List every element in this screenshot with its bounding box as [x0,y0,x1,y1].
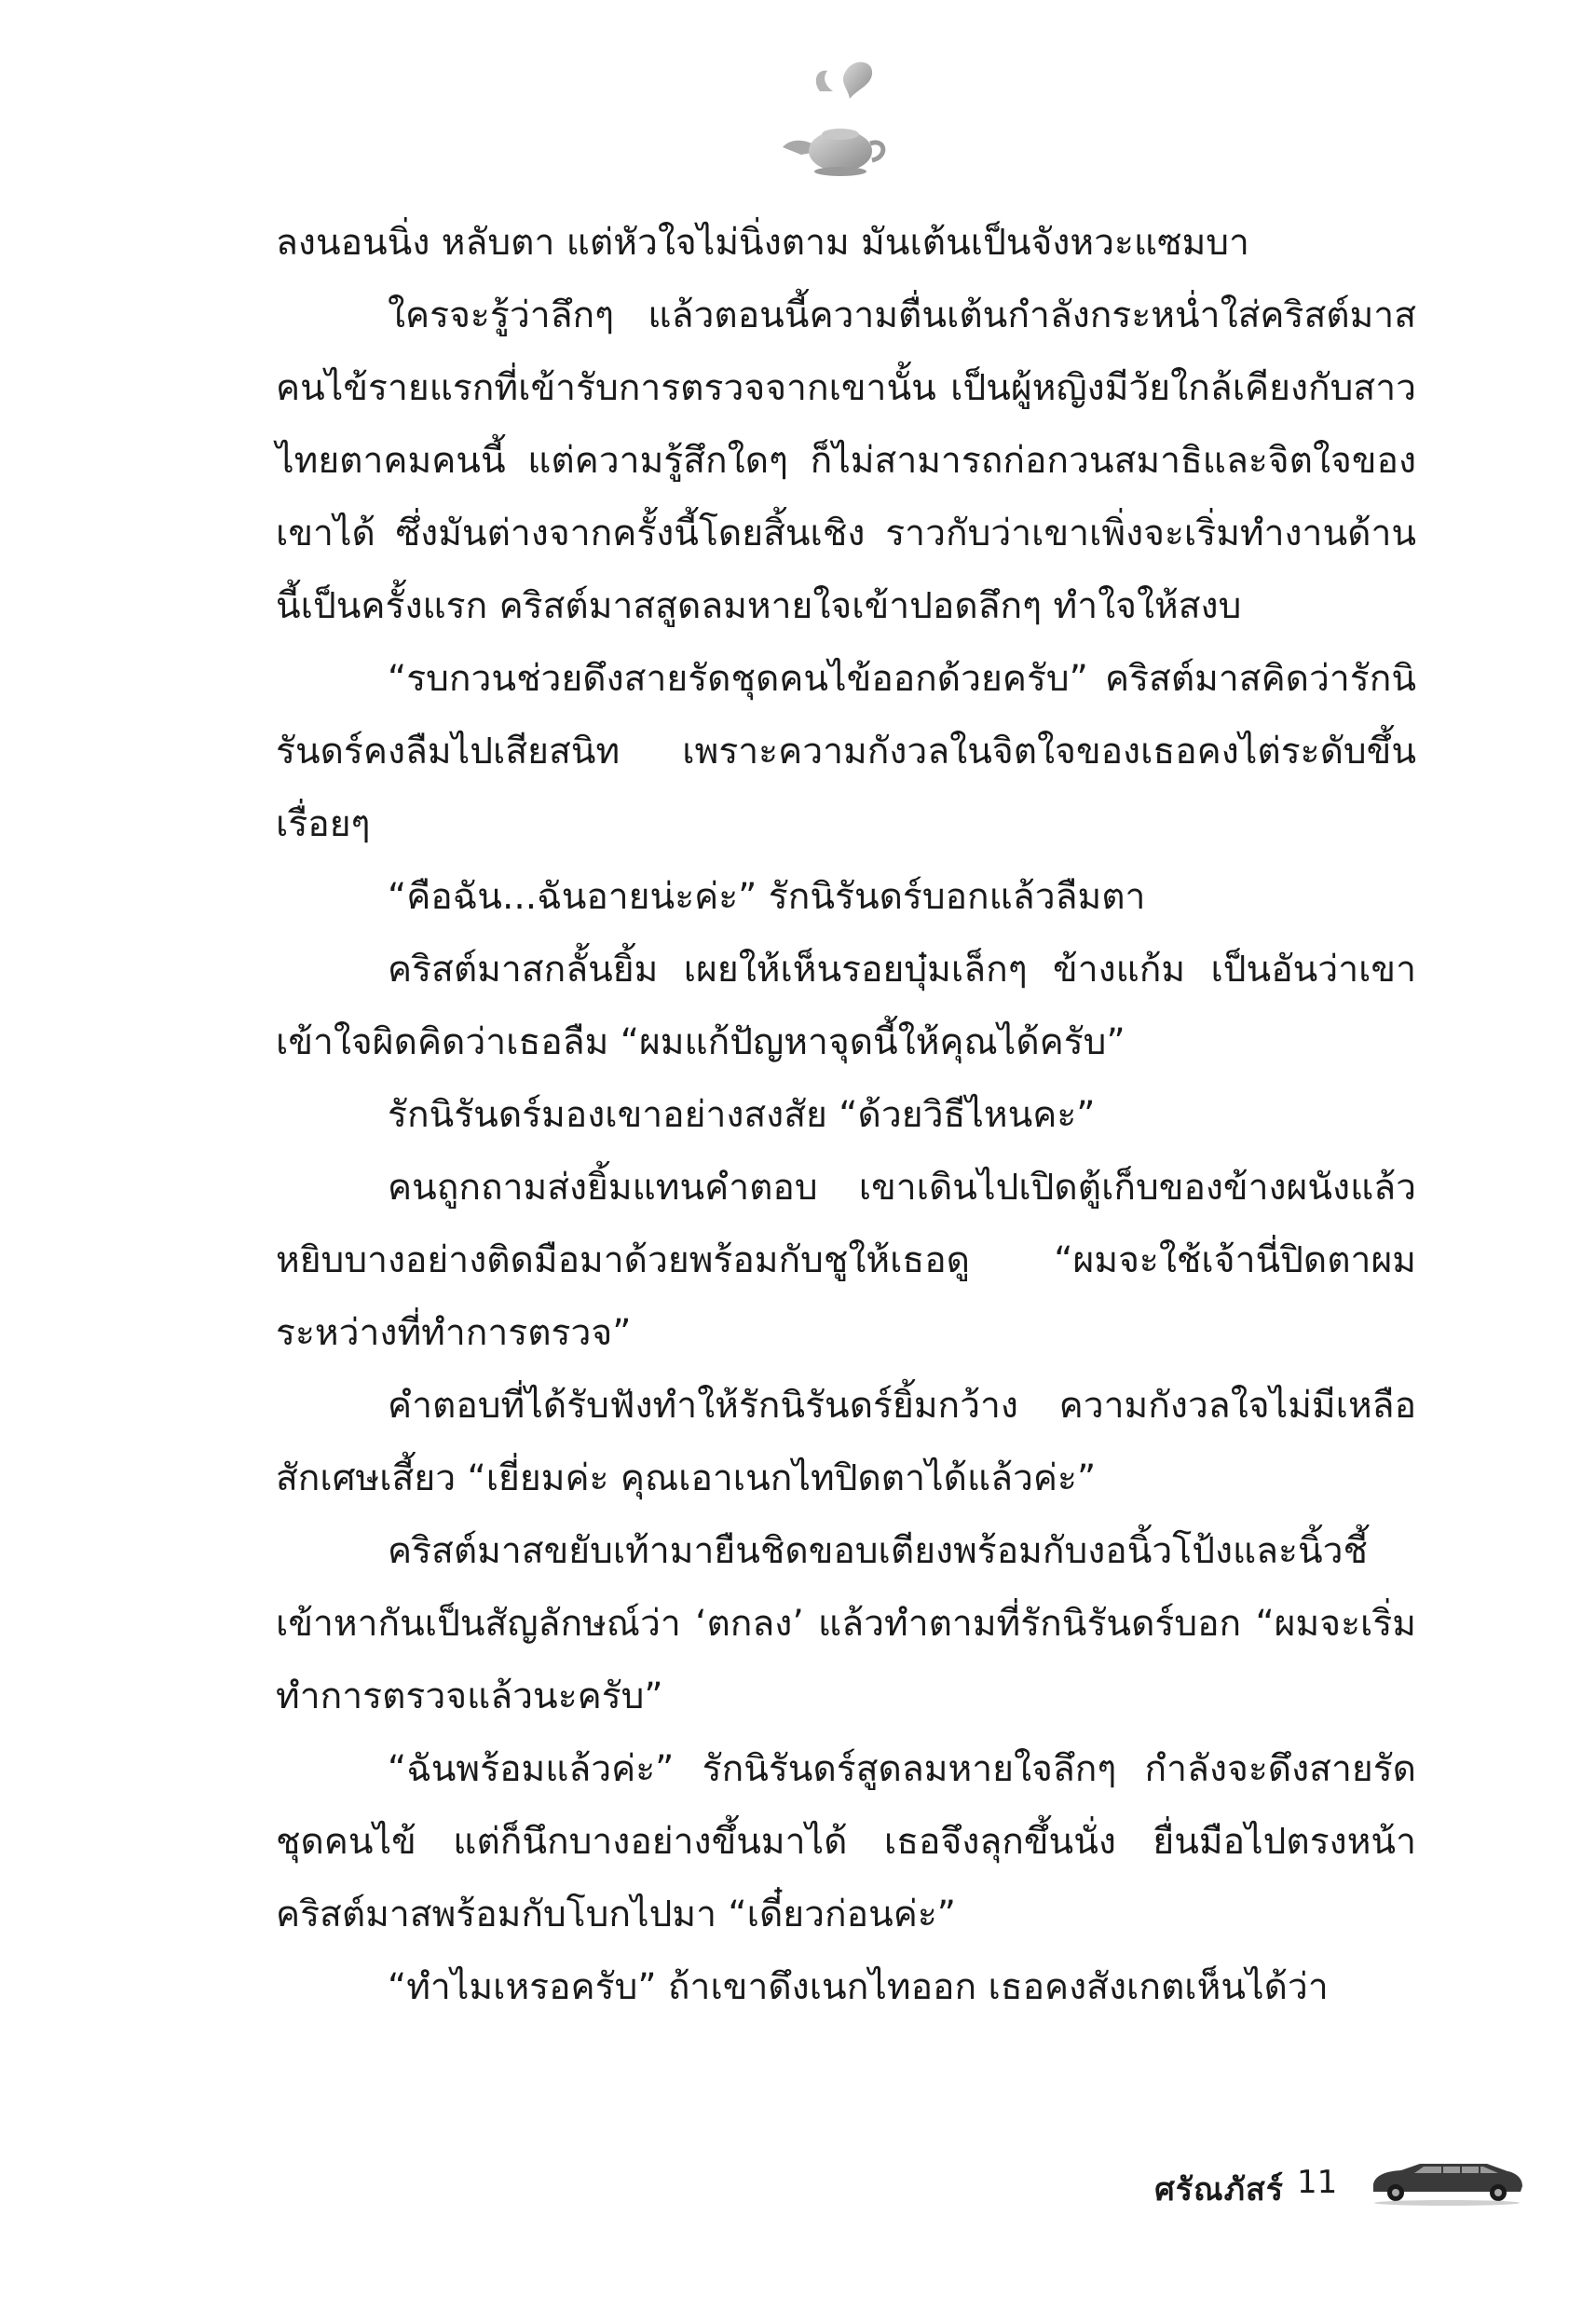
paragraph: ใครจะรู้ว่าลึกๆ แล้วตอนนี้ความตื่นเต้นกำลังกระหน่ำใส่คริสต์มาส คนไข้รายแรกที่เข้ารับการตรวจจากเขานั้น เป็นผู้หญิงมีวัยใกล้เคียงกับสาวไทยตาคมคนนี้ แต่ความรู้สึกใดๆ ก็ไม่สามารถก่อกวนสมาธิและจิตใจของเขาได้ ซึ่งมันต่างจากครั้งนี้โดยสิ้นเชิง ราวกับว่าเขาเพิ่งจะเริ่มทำงานด้านนี้เป็นครั้งแรก คริสต์มาสสูดลมหายใจเข้าปอดลึกๆ ทำใจให้สงบ [276,294,1416,627]
body-text [276,207,1416,2024]
paragraph: “คือฉัน...ฉันอายน่ะค่ะ” รักนิรันดร์บอกแล้วลืมตา [388,876,1146,918]
paragraph: คริสต์มาสกลั้นยิ้ม เผยให้เห็นรอยบุ๋มเล็กๆ ข้างแก้ม เป็นอันว่าเขาเข้าใจผิดคิดว่าเธอลืม “ผมแก้ปัญหาจุดนี้ให้คุณได้ครับ” [276,949,1416,1063]
paragraph: รักนิรันดร์มองเขาอย่างสงสัย “ด้วยวิธีไหนคะ” [388,1094,1096,1136]
paragraph: “รบกวนช่วยดึงสายรัดชุดคนไข้ออกด้วยครับ” คริสต์มาสคิดว่ารักนิรันดร์คงลืมไปเสียสนิท เพราะความกังวลในจิตใจของเธอคงไต่ระดับขึ้นเรื่อยๆ [276,658,1416,845]
paragraph: คำตอบที่ได้รับฟังทำให้รักนิรันดร์ยิ้มกว้าง ความกังวลใจไม่มีเหลือสักเศษเสี้ยว “เยี่ยมค่ะ คุณเอาเนกไทปิดตาได้แล้วค่ะ” [276,1385,1416,1499]
author-name: ศรัณภัสร์ [1154,2171,1284,2208]
page-number: 11 [1297,2164,1338,2201]
paragraph: ลงนอนนิ่ง หลับตา แต่หัวใจไม่นิ่งตาม มันเต้นเป็นจังหวะแซมบา [276,222,1249,264]
paragraph: คนถูกถามส่งยิ้มแทนคำตอบ เขาเดินไปเปิดตู้เก็บของข้างผนังแล้วหยิบบางอย่างติดมือมาด้วยพร้อมกับชูให้เธอดู “ผมจะใช้เจ้านี่ปิดตาผมระหว่างที่ทำการตรวจ” [276,1167,1416,1354]
page-footer [0,2143,1596,2218]
paragraph: คริสต์มาสขยับเท้ามายืนชิดขอบเตียงพร้อมกับงอนิ้วโป้งและนิ้วชี้เข้าหากันเป็นสัญลักษณ์ว่า ‘ตกลง’ แล้วทำตามที่รักนิรันดร์บอก “ผมจะเริ่มทำการตรวจแล้วนะครับ” [276,1530,1416,1717]
paragraph: “ทำไมเหรอครับ” ถ้าเขาดึงเนกไทออก เธอคงสังเกตเห็นได้ว่า [388,1966,1329,2008]
limousine-icon [1368,2151,1526,2207]
teapot-ornament-icon [764,54,904,185]
paragraph: “ฉันพร้อมแล้วค่ะ” รักนิรันดร์สูดลมหายใจลึกๆ กำลังจะดึงสายรัดชุดคนไข้ แต่ก็นึกบางอย่างขึ้นมาได้ เธอจึงลุกขึ้นนั่ง ยื่นมือไปตรงหน้าคริสต์มาสพร้อมกับโบกไปมา “เดี๋ยวก่อนค่ะ” [276,1748,1416,1935]
